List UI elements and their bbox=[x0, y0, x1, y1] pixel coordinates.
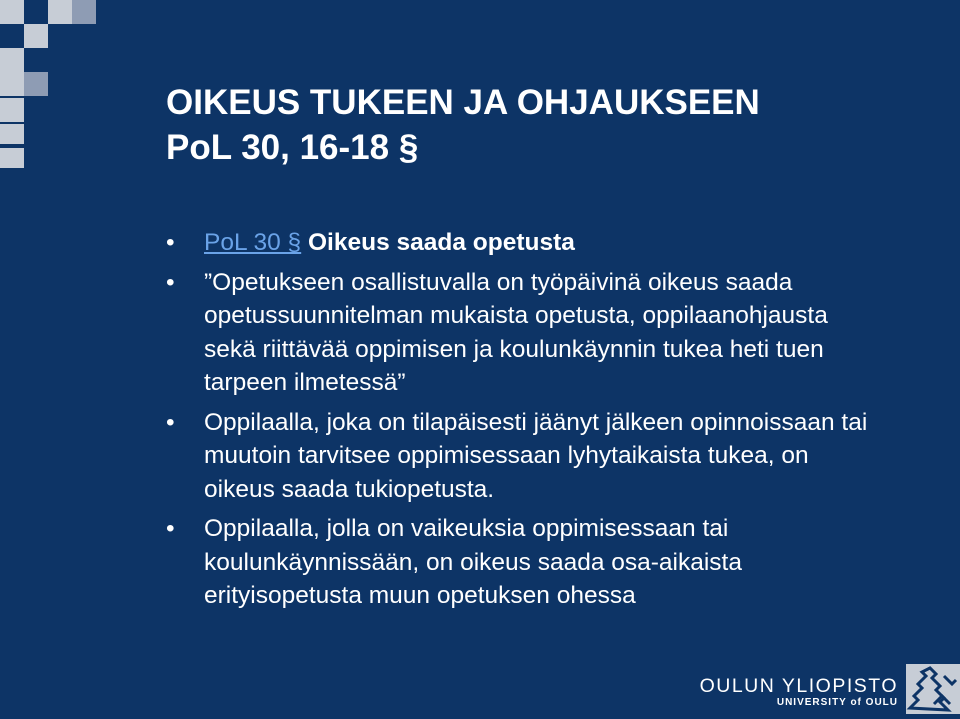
university-logo bbox=[700, 676, 898, 709]
bullet-item bbox=[166, 226, 886, 260]
bullet-text: Oppilaalla, jolla on vaikeuksia oppimisessaan tai koulunkäynnissään, on oikeus saada osa-aikaista erityisopetusta muun opetuksen ohessa bbox=[204, 515, 742, 609]
logo-subtitle: UNIVERSITY of OULU bbox=[776, 697, 898, 708]
bullet-list bbox=[166, 226, 886, 619]
bullet-text: ”Opetukseen osallistuvalla on työpäivinä oikeus saada opetussuunnitelman mukaista opetusta, oppilaanohjausta sekä riittävää oppimisen ja koulunkäynnin tukea heti tuen tarpeen ilmetessä” bbox=[204, 268, 828, 396]
title-line-2: PoL 30, 16-18 § bbox=[166, 128, 419, 167]
university-emblem-icon bbox=[906, 664, 960, 714]
slide-title bbox=[166, 80, 926, 170]
logo-name: OULUN YLIOPISTO bbox=[699, 675, 898, 697]
law-link[interactable]: PoL 30 § bbox=[204, 229, 302, 256]
title-line-1: OIKEUS TUKEEN JA OHJAUKSEEN bbox=[166, 83, 760, 122]
bullet-text: Oppilaalla, joka on tilapäisesti jäänyt jälkeen opinnoissaan tai muutoin tarvitsee oppimisessaan lyhytaikaista tukea, on oikeus saada tukiopetusta. bbox=[204, 408, 868, 503]
bullet-item bbox=[166, 406, 886, 507]
bullet-heading: Oikeus saada opetusta bbox=[308, 229, 575, 256]
bullet-item bbox=[166, 512, 886, 613]
bullet-item bbox=[166, 266, 886, 400]
